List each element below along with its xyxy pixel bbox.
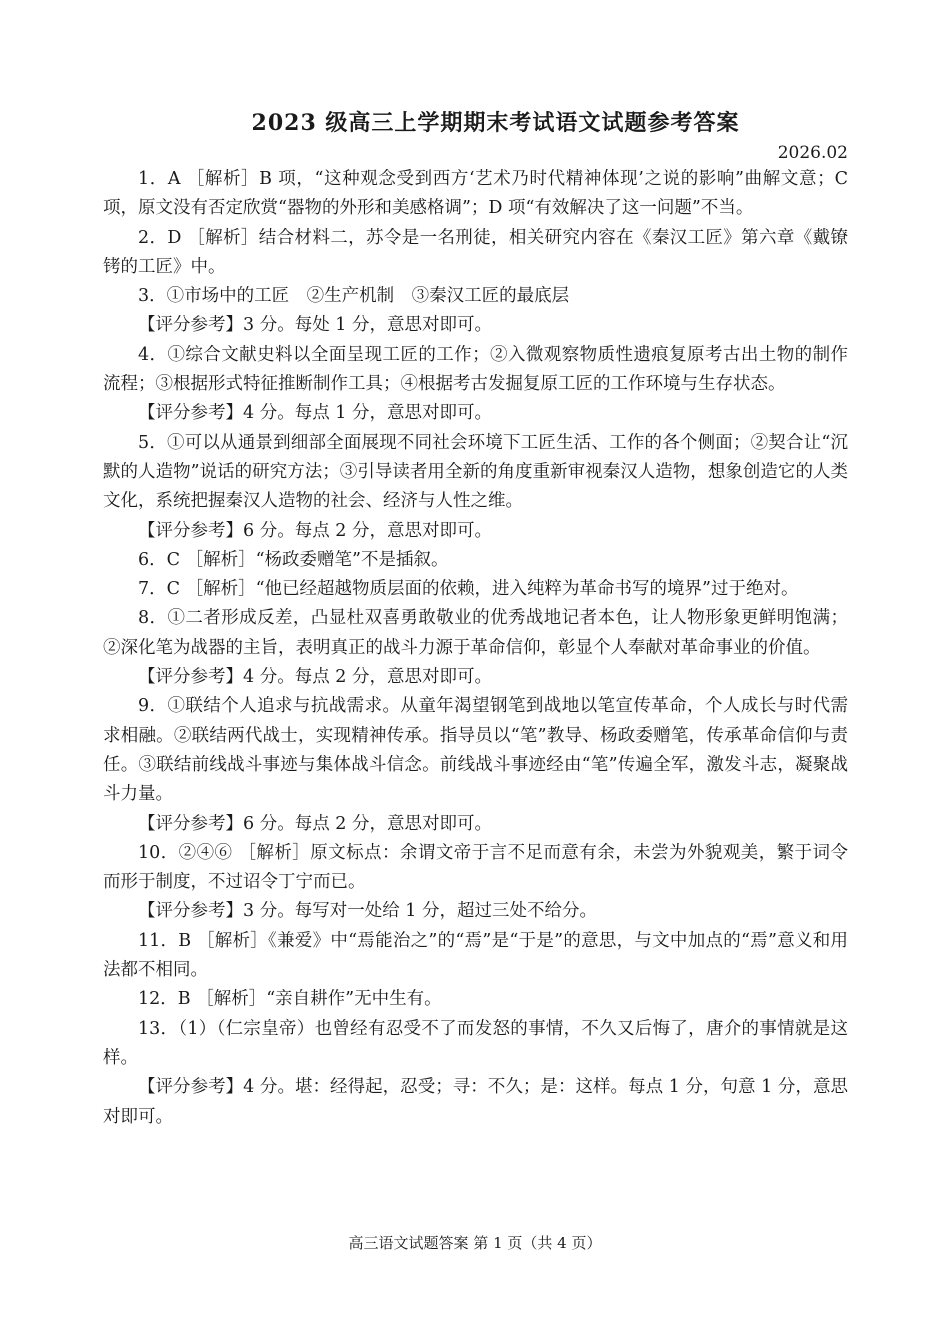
answer-10: 10．②④⑥ ［解析］原文标点：余谓文帝于言不足而意有余，未尝为外貌观美，繁于词令而形于制度，不过诏令丁宁而已。	[103, 842, 848, 893]
document-date: 2026.02	[777, 143, 848, 163]
answer-2: 2．D ［解析］结合材料二，苏令是一名刑徒，相关研究内容在《秦汉工匠》第六章《戴镣铐的工匠》中。	[103, 227, 848, 277]
answer-9: 9．①联结个人追求与抗战需求。从童年渴望钢笔到战地以笔宣传革命，个人成长与时代需求相融。②联结两代战士，实现精神传承。指导员以“笔”教导、杨政委赠笔，传承革命信仰与责任。③联结前线战斗事迹与集体战斗信念。前线战斗事迹经由“笔”传遍全军，激发斗志，凝聚战斗力量。	[103, 696, 848, 805]
scoring-note-5: 【评分参考】6 分。每点 2 分，意思对即可。	[138, 520, 492, 541]
scoring-note-3: 【评分参考】3 分。每处 1 分，意思对即可。	[138, 315, 492, 336]
answer-13: 13．（1）（仁宗皇帝）也曾经有忍受不了而发怒的事情，不久又后悔了，唐介的事情就是这样。	[103, 1018, 848, 1068]
answer-7: 7．C ［解析］“他已经超越物质层面的依赖，进入纯粹为革命书写的境界”过于绝对。	[138, 579, 799, 600]
scoring-note-8: 【评分参考】4 分。每点 2 分，意思对即可。	[138, 667, 492, 688]
scoring-note-10: 【评分参考】3 分。每写对一处给 1 分，超过三处不给分。	[138, 901, 597, 922]
scoring-note-9: 【评分参考】6 分。每点 2 分，意思对即可。	[138, 813, 492, 834]
answer-1: 1．A ［解析］B 项，“这种观念受到西方‘艺术乃时代精神体现’之说的影响”曲解文意；C 项，原文没有否定欣赏“器物的外形和美感格调”；D 项“有效解决了这一问题”不当。	[103, 169, 848, 219]
answer-11: 11．B ［解析］《兼爱》中“焉能治之”的“焉”是“于是”的意思，与文中加点的“焉”意义和用法都不相同。	[103, 930, 848, 981]
document-page	[103, 100, 848, 1132]
answer-3: 3．①市场中的工匠 ②生产机制 ③秦汉工匠的最底层	[138, 286, 570, 307]
scoring-note-13: 【评分参考】4 分。堪：经得起，忍受；寻：不久；是：这样。每点 1 分，句意 1 分，意思对即可。	[103, 1077, 848, 1127]
answer-5: 5．①可以从通景到细部全面展现不同社会环境下工匠生活、工作的各个侧面；②契合让“沉默的人造物”说话的研究方法；③引导读者用全新的角度重新审视秦汉人造物，想象创造它的人类文化，系统把握秦汉人造物的社会、经济与人性之维。	[103, 432, 848, 512]
answer-4: 4．①综合文献史料以全面呈现工匠的工作；②入微观察物质性遗痕复原考古出土物的制作流程；③根据形式特征推断制作工具；④根据考古发掘复原工匠的工作环境与生存状态。	[103, 344, 848, 395]
answer-6: 6．C ［解析］“杨政委赠笔”不是插叙。	[138, 549, 449, 570]
scoring-note-4: 【评分参考】4 分。每点 1 分，意思对即可。	[138, 403, 492, 424]
answer-12: 12．B ［解析］“亲自耕作”无中生有。	[138, 989, 442, 1010]
answer-8: 8．①二者形成反差，凸显杜双喜勇敢敬业的优秀战地记者本色，让人物形象更鲜明饱满；②深化笔为战器的主旨，表明真正的战斗力源于革命信仰，彰显个人奉献对革命事业的价值。	[103, 608, 848, 658]
page-footer: 高三语文试题答案 第 1 页（共 4 页）	[348, 1234, 602, 1252]
page-title: 2023 级高三上学期期末考试语文试题参考答案	[251, 110, 740, 136]
